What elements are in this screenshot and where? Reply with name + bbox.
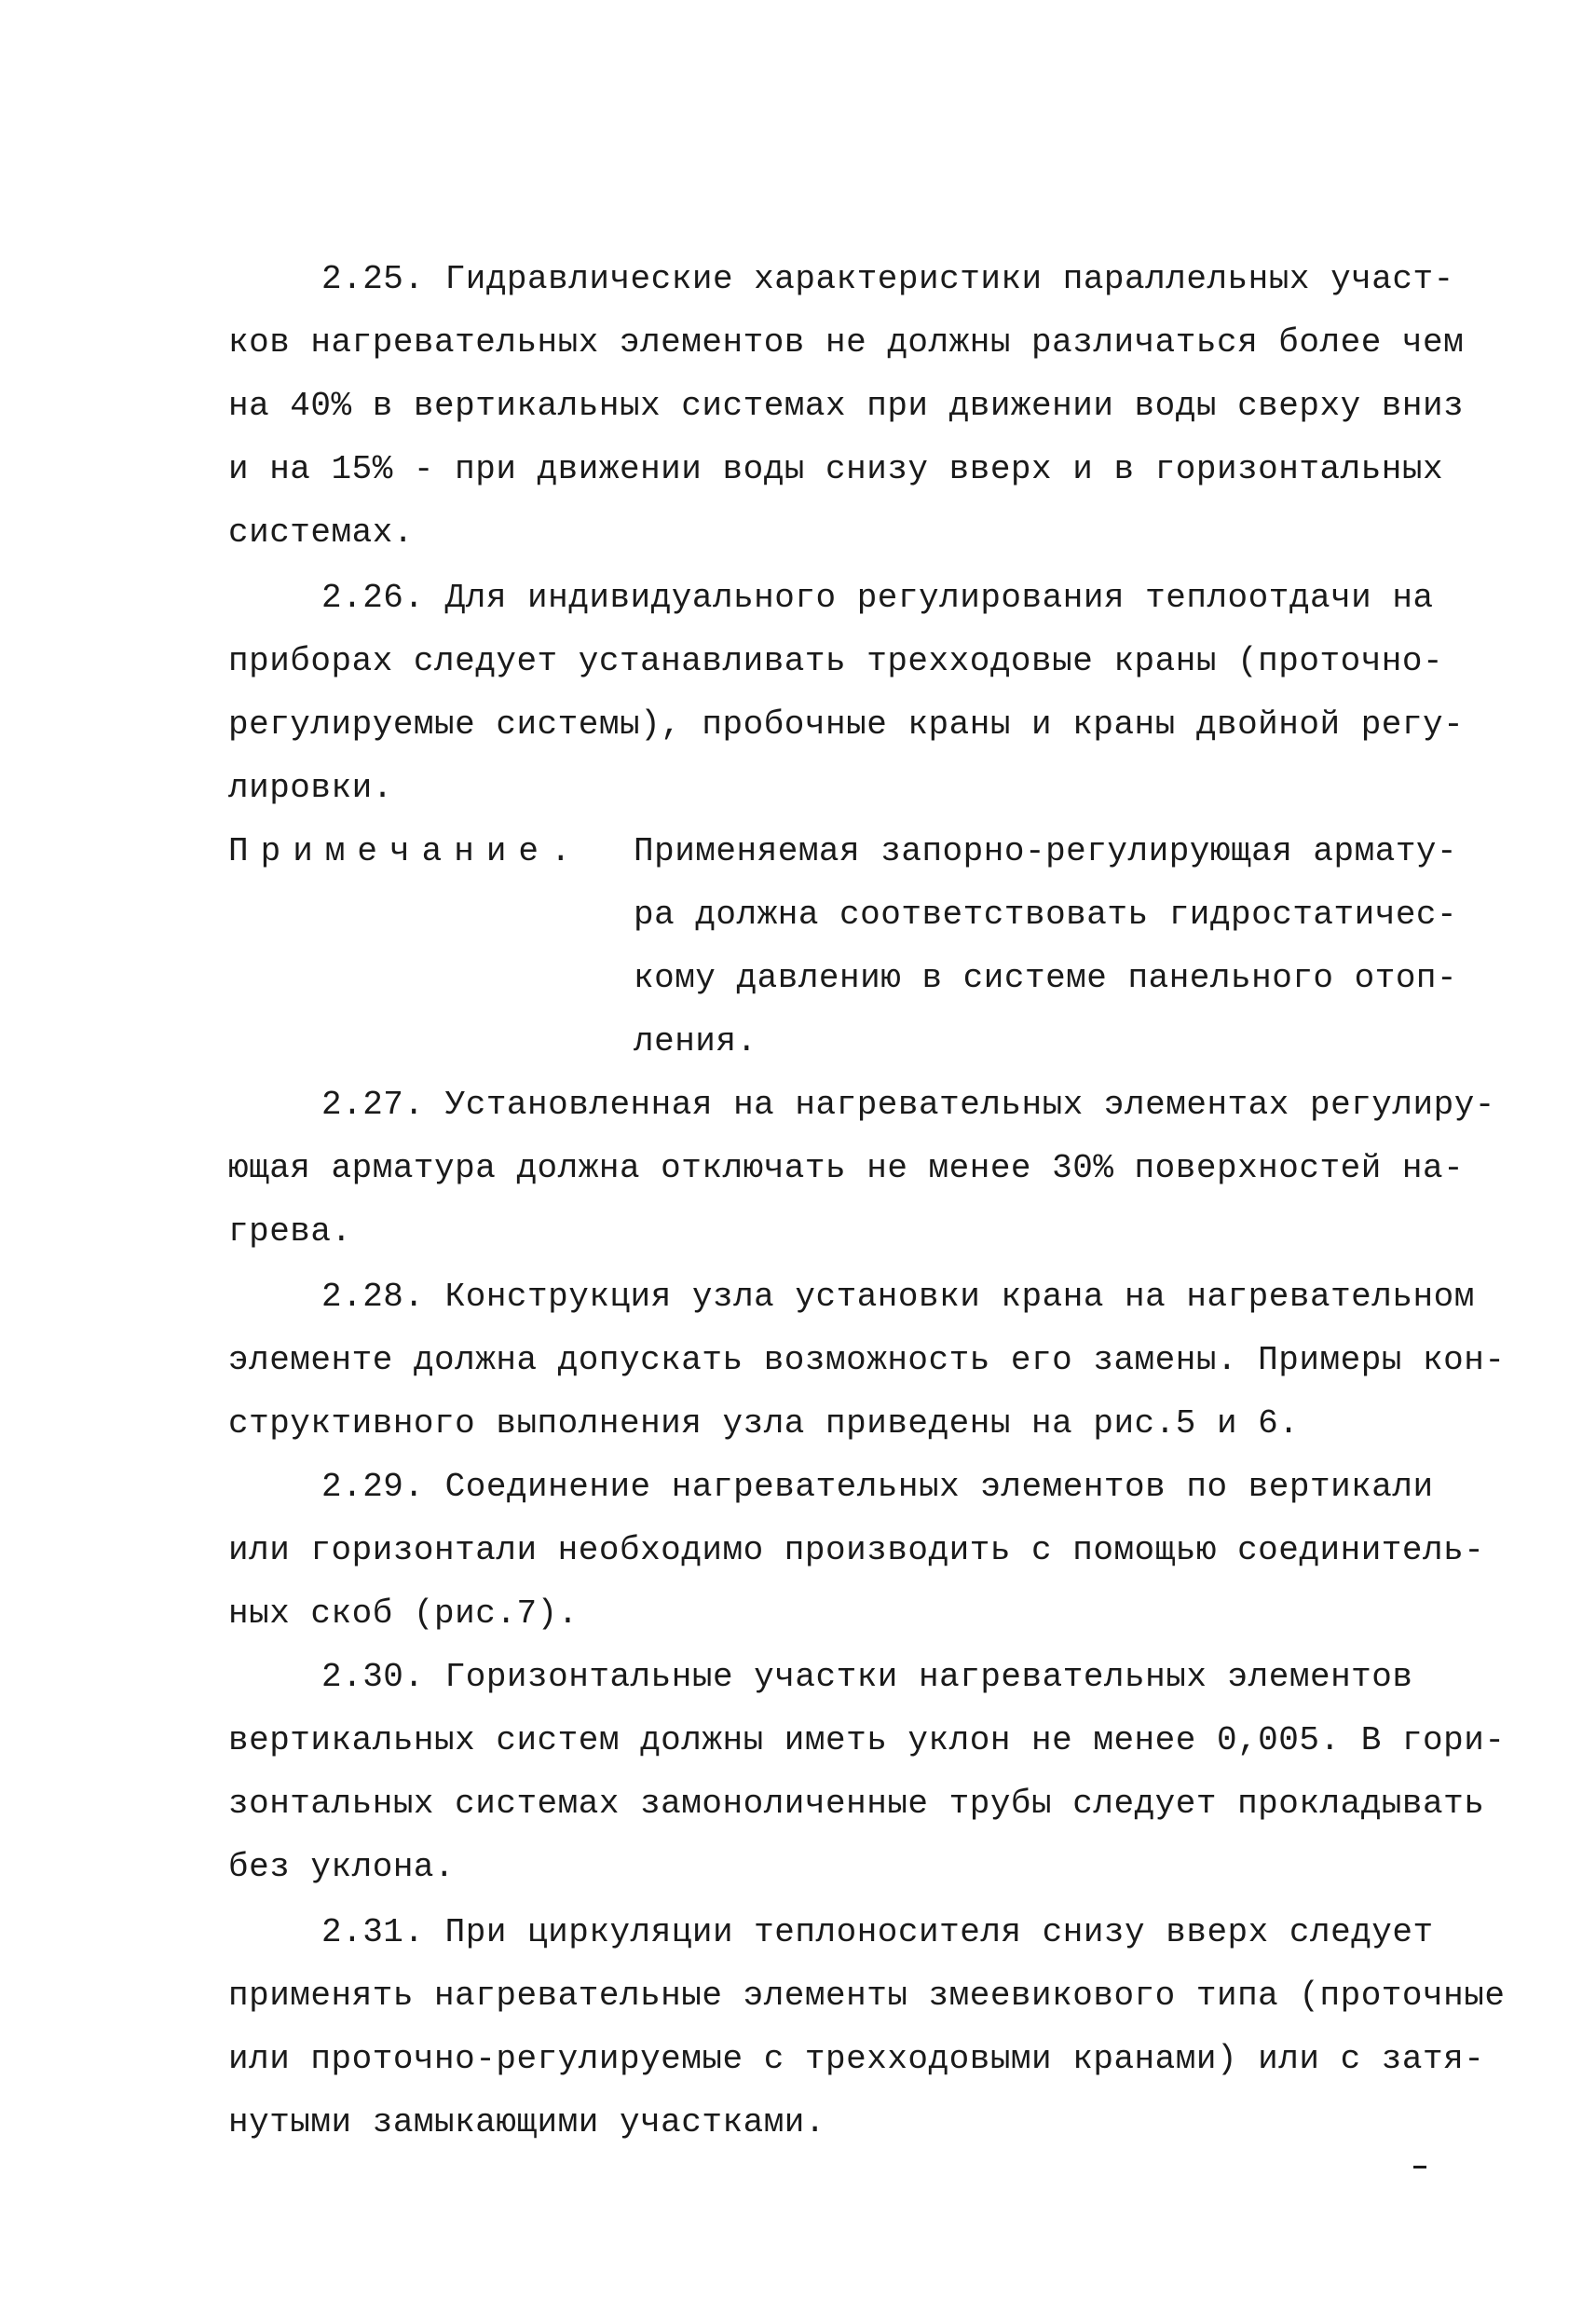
paragraph-2-25-line-1: 2.25. Гидравлические характеристики параллельных участ- bbox=[321, 260, 1454, 298]
note-line-3: кому давлению в системе панельного отоп- bbox=[634, 959, 1458, 997]
page-corner-mark bbox=[1413, 2166, 1426, 2168]
paragraph-2-29-line-3: ных скоб (рис.7). bbox=[228, 1594, 579, 1633]
paragraph-2-25-line-4: и на 15% - при движении воды снизу вверх и в горизонтальных bbox=[228, 450, 1444, 488]
paragraph-2-31-line-2: применять нагревательные элементы змеевикового типа (проточные bbox=[228, 1977, 1506, 2015]
paragraph-2-26-line-2: приборах следует устанавливать трехходовые краны (проточно- bbox=[228, 642, 1444, 680]
paragraph-2-30-line-2: вертикальных систем должны иметь уклон не менее 0,005. В гори- bbox=[228, 1721, 1506, 1759]
paragraph-2-27-line-1: 2.27. Установленная на нагревательных элементах регулиру- bbox=[321, 1086, 1495, 1124]
note-line-1: Применяемая запорно-регулирующая армату- bbox=[634, 832, 1458, 870]
paragraph-2-26-line-1: 2.26. Для индивидуального регулирования теплоотдачи на bbox=[321, 579, 1434, 617]
paragraph-2-26-line-4: лировки. bbox=[228, 769, 393, 807]
paragraph-2-30-line-3: зонтальных системах замоноличенные трубы следует прокладывать bbox=[228, 1785, 1485, 1823]
paragraph-2-27-line-3: грева. bbox=[228, 1212, 352, 1251]
paragraph-2-26-line-3: регулируемые системы), пробочные краны и краны двойной регу- bbox=[228, 705, 1465, 744]
note-line-2: ра должна соответствовать гидростатичес- bbox=[634, 896, 1458, 934]
paragraph-2-29-line-1: 2.29. Соединение нагревательных элементов по вертикали bbox=[321, 1468, 1434, 1506]
paragraph-2-30-line-4: без уклона. bbox=[228, 1848, 456, 1886]
paragraph-2-28-line-2: элементе должна допускать возможность его замены. Примеры кон- bbox=[228, 1341, 1506, 1379]
paragraph-2-30-line-1: 2.30. Горизонтальные участки нагревательных элементов bbox=[321, 1658, 1413, 1696]
note-line-4: ления. bbox=[634, 1022, 757, 1060]
paragraph-2-27-line-2: ющая арматура должна отключать не менее 30% поверхностей на- bbox=[228, 1149, 1465, 1187]
note-label: Примечание. bbox=[228, 832, 583, 870]
paragraph-2-31-line-4: нутыми замыкающими участками. bbox=[228, 2103, 826, 2141]
paragraph-2-25-line-2: ков нагревательных элементов не должны различаться более чем bbox=[228, 323, 1465, 362]
paragraph-2-29-line-2: или горизонтали необходимо производить с помощью соединитель- bbox=[228, 1531, 1485, 1569]
paragraph-2-28-line-3: структивного выполнения узла приведены на рис.5 и 6. bbox=[228, 1404, 1300, 1443]
paragraph-2-25-line-5: системах. bbox=[228, 513, 414, 552]
paragraph-2-31-line-1: 2.31. При циркуляции теплоносителя снизу вверх следует bbox=[321, 1913, 1434, 1951]
paragraph-2-31-line-3: или проточно-регулируемые с трехходовыми кранами) или с затя- bbox=[228, 2040, 1485, 2078]
paragraph-2-28-line-1: 2.28. Конструкция узла установки крана на нагревательном bbox=[321, 1278, 1475, 1316]
paragraph-2-25-line-3: на 40% в вертикальных системах при движении воды сверху вниз bbox=[228, 387, 1465, 425]
